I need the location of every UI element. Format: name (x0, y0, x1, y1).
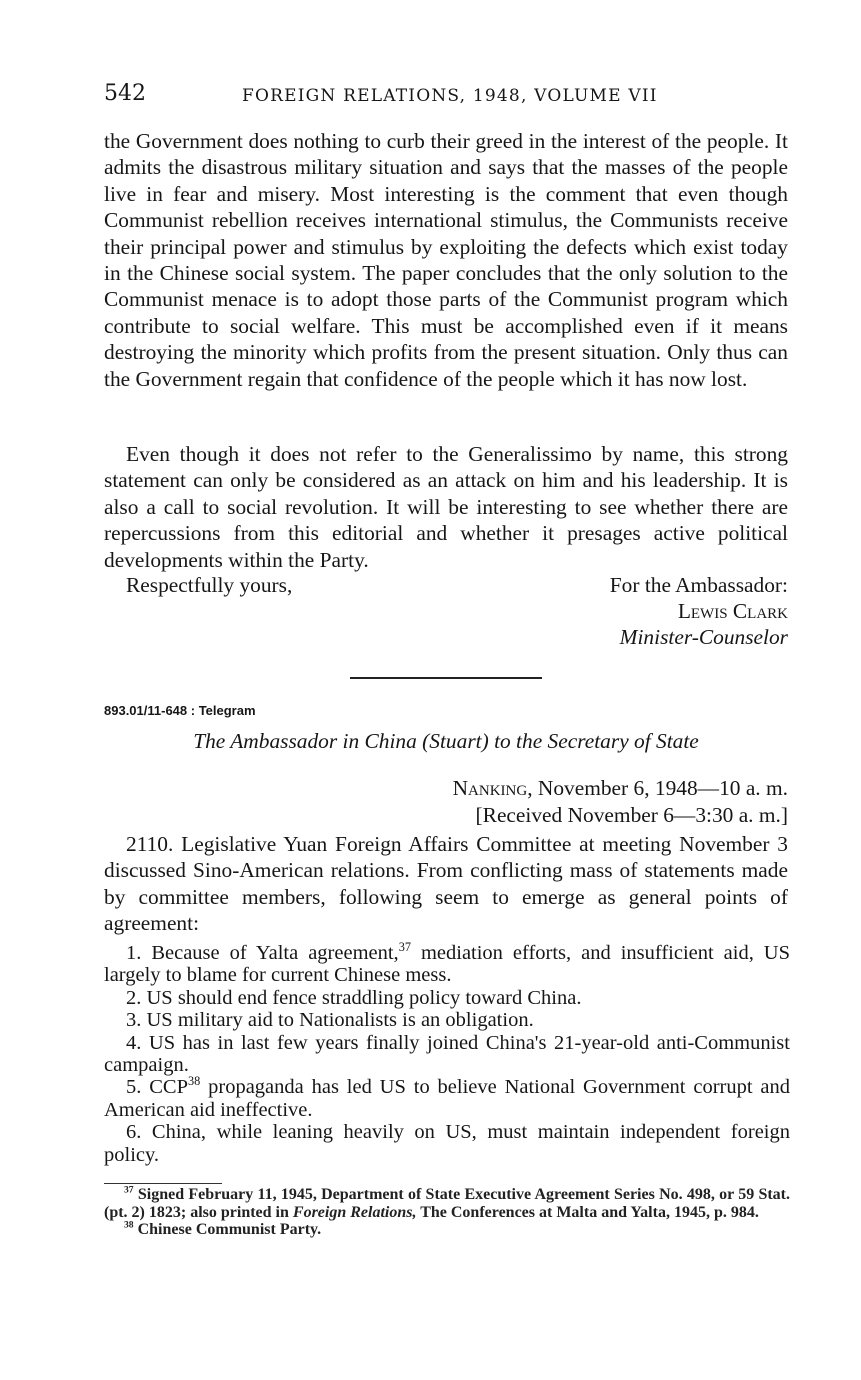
footnotes (104, 1186, 790, 1239)
signatory-name: Lewis Clark (677, 599, 788, 623)
signatory-title: Minister-Counselor (619, 625, 788, 649)
paragraph-text: the Government does nothing to curb their greed in the interest of the people. It admits the disastrous military situation and says that the masses of the people live in fear and misery. Most interesting is the comment that even though Communist rebellion receives international stimulus, the Communists receive their principal power and stimulus by exploiting the defects which exist today in the Chinese social system. The paper concludes that the only solution to the Communist menace is to adopt those parts of the Communist program which contribute to social welfare. This must be accomplished even if it means destroying the minority which profits from the present situation. Only thus can the Government regain that confidence of the people which it has now lost. (104, 129, 788, 391)
footnote-mark: 38 (124, 1219, 134, 1231)
footnote-38: $^{38}$ Chinese Communist Party. (124, 1219, 322, 1238)
footnote-mark: 37 (124, 1184, 134, 1196)
signature-for-line: For the Ambassador: (609, 573, 788, 597)
list-item: 4. US has in last few years finally joined China's 21-year-old anti-Communist campaign. (104, 1031, 790, 1077)
footnote-divider (104, 1183, 222, 1184)
telegram-dateline (453, 775, 788, 829)
received-line: [Received November 6—3:30 a. m.] (475, 803, 788, 827)
paragraph-text: 2110. Legislative Yuan Foreign Affairs Committee at meeting November 3 discussed Sino-American relations. From conflicting mass of statements made by committee members, following seem to emerge as general points of agreement: (104, 832, 788, 936)
footnote-ref: 37 (398, 940, 411, 955)
document-file-number: 893.01/11-648 : Telegram (104, 703, 256, 718)
list-item: 3. US military aid to Nationalists is an obligation. (126, 1009, 534, 1032)
footnote-37: $^{37}$ Signed February 11, 1945, Department of State Executive Agreement Series No. 498, or 59 Stat. (pt. 2) 1823; also printed in Foreign Relations, The Conferences at Malta and Yalta, 1945, p. 984. (104, 1184, 790, 1221)
letter-paragraph-2 (104, 441, 788, 573)
list-item: 6. China, while leaning heavily on US, must maintain independent foreign policy. (104, 1121, 790, 1166)
points-of-agreement-list (104, 942, 790, 1166)
sent-date: , November 6, 1948—10 a. m. (527, 776, 788, 800)
document-title: The Ambassador in China (Stuart) to the Secretary of State (193, 729, 699, 753)
place-name: Nanking (452, 776, 528, 800)
section-divider (350, 677, 542, 679)
list-item: 2. US should end fence straddling policy toward China. (126, 986, 582, 1009)
telegram-intro (104, 831, 788, 937)
running-title: FOREIGN RELATIONS, 1948, VOLUME VII (242, 86, 658, 106)
paragraph-text: Even though it does not refer to the Generalissimo by name, this strong statement can only be considered as an attack on him and his leadership. It is also a call to social revolution. It will be interesting to see whether there are repercussions from this editorial and whether it presages active political developments within the Party. (104, 442, 788, 572)
complimentary-close: Respectfully yours, (126, 573, 293, 597)
signature-block (610, 572, 788, 650)
list-item: 5. CCP$^{38}$ propaganda has led US to believe National Government corrupt and American aid ineffective. (104, 1074, 790, 1121)
list-item: 1. Because of Yalta agreement,$^{37}$ mediation efforts, and insufficient aid, US largely to blame for current Chinese mess. (104, 940, 790, 987)
sent-line (453, 775, 788, 802)
letter-paragraph-1 (104, 128, 788, 392)
footnote-ref: 38 (187, 1074, 201, 1089)
page-number: 542 (104, 81, 146, 106)
